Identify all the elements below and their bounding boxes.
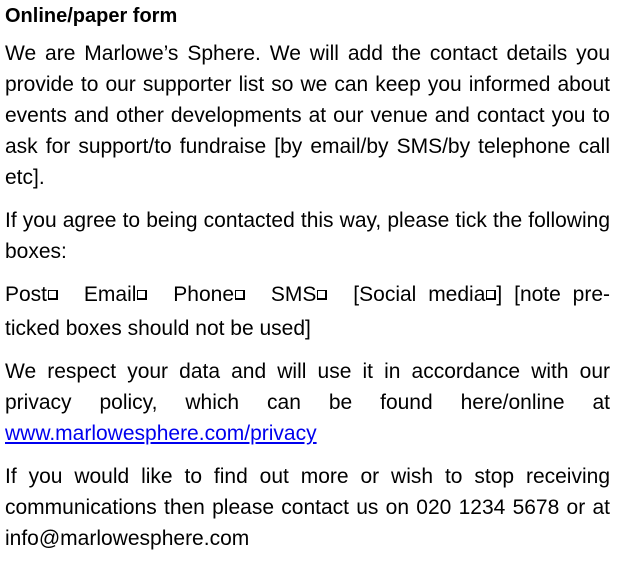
privacy-paragraph	[5, 356, 610, 449]
privacy-policy-link[interactable]: www.marlowesphere.com/privacy	[5, 422, 317, 445]
social-media-checkbox[interactable]	[486, 290, 496, 300]
option-social-media-close: ]	[496, 283, 503, 306]
sms-checkbox[interactable]	[317, 290, 327, 300]
option-phone[interactable]	[173, 283, 259, 306]
pre-ticked-note: [note pre-ticked boxes should not be used]	[5, 283, 611, 340]
intro-paragraph: We are Marlowe’s Sphere. We will add the contact details you provide to our supporter list so we can keep you informed about events and other developments at our venue and contact you to ask for support/to fundraise [by email/by SMS/by telephone call etc].	[5, 42, 610, 189]
consent-paragraph: If you agree to being contacted this way, please tick the following boxes:	[5, 209, 610, 263]
email-checkbox[interactable]	[137, 290, 147, 300]
option-social-media-label: [Social media	[353, 283, 486, 306]
form-heading: Online/paper form	[5, 5, 178, 27]
contact-paragraph: If you would like to find out more or wish to stop receiving communications then please contact us on 020 1234 5678 or at info@marlowesphere.com	[5, 465, 610, 550]
option-post-label: Post	[5, 283, 48, 306]
privacy-text: We respect your data and will use it in accordance with our privacy policy, which can be found here/online at	[5, 360, 610, 414]
post-checkbox[interactable]	[48, 290, 58, 300]
option-sms-label: SMS	[270, 283, 317, 306]
option-post[interactable]	[5, 283, 72, 306]
checkbox-options	[5, 278, 610, 346]
phone-checkbox[interactable]	[235, 290, 245, 300]
option-social-media[interactable]	[353, 283, 502, 306]
option-phone-label: Phone	[173, 283, 235, 306]
option-sms[interactable]	[271, 283, 342, 306]
option-email-label: Email	[83, 283, 137, 306]
option-email[interactable]	[84, 283, 162, 306]
